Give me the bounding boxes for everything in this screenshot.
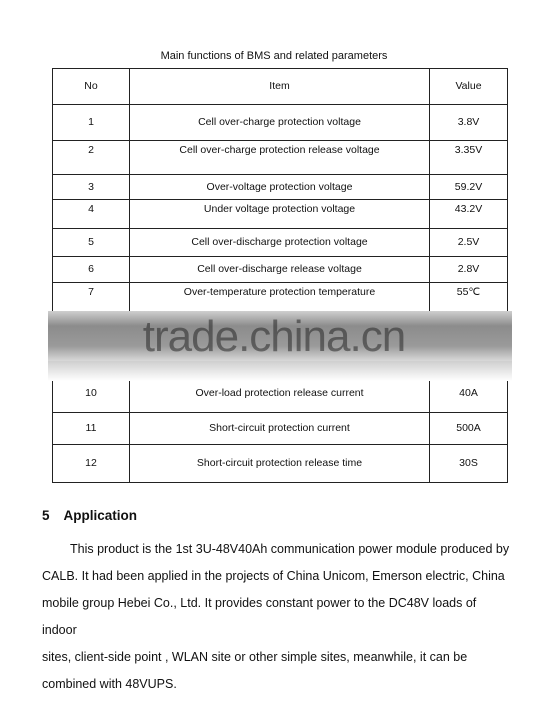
paragraph-line: This product is the 1st 3U-48V40Ah communication power module produced by: [70, 542, 510, 556]
row-item: Cell over-discharge release voltage: [130, 256, 430, 282]
row-value: 40A: [430, 374, 508, 412]
row-item: Over-temperature protection temperature: [130, 282, 430, 312]
row-item: Over-load protection release current: [130, 374, 430, 412]
table-row: [52, 444, 508, 483]
row-item: Under voltage protection voltage: [130, 199, 430, 228]
row-no: 1: [52, 104, 130, 140]
row-item: Over-voltage protection voltage: [130, 174, 430, 199]
row-value: 2.5V: [430, 228, 508, 256]
row-item: Cell over-discharge protection voltage: [130, 228, 430, 256]
table-row: [52, 140, 508, 175]
row-no: 11: [52, 412, 130, 444]
row-no: 2: [52, 140, 130, 174]
table-row: [52, 412, 508, 445]
row-value: 500A: [430, 412, 508, 444]
row-no: 12: [52, 444, 130, 482]
row-item: Cell over-charge protection voltage: [130, 104, 430, 140]
row-item: Cell over-charge protection release voltage: [130, 140, 430, 174]
row-value: 55℃: [430, 282, 508, 312]
row-value: 30S: [430, 444, 508, 482]
table-row: [52, 174, 508, 200]
application-paragraph: [42, 536, 512, 698]
paragraph-line: sites, client-side point , WLAN site or other simple sites, meanwhile, it can be: [42, 650, 468, 664]
paragraph-line: mobile group Hebei Co., Ltd. It provides constant power to the DC48V loads of indoor: [42, 596, 477, 637]
row-no: 6: [52, 256, 130, 282]
watermark-text: trade.china.cn: [142, 312, 406, 361]
header-no: No: [52, 68, 130, 104]
row-no: 4: [52, 199, 130, 228]
row-no: 10: [52, 374, 130, 412]
section-number: 5: [42, 508, 50, 523]
table-row: [52, 199, 508, 229]
table-row: [52, 256, 508, 283]
section-title: Application: [63, 508, 138, 523]
table-header-row: [52, 68, 508, 105]
header-value: Value: [430, 68, 508, 104]
table-row: [52, 228, 508, 257]
watermark-band-fade: [48, 361, 512, 381]
bms-parameters-table: [52, 68, 508, 482]
paragraph-line: CALB. It had been applied in the projects of China Unicom, Emerson electric, China: [42, 569, 505, 583]
table-row: [52, 104, 508, 141]
row-no: 3: [52, 174, 130, 199]
row-item: Short-circuit protection current: [130, 412, 430, 444]
row-value: 59.2V: [430, 174, 508, 199]
row-no: 7: [52, 282, 130, 312]
table-row: [52, 282, 508, 313]
row-value: 3.8V: [430, 104, 508, 140]
row-value: 3.35V: [430, 140, 508, 174]
row-no: 5: [52, 228, 130, 256]
row-value: 43.2V: [430, 199, 508, 228]
row-item: Short-circuit protection release time: [130, 444, 430, 482]
section-heading: [42, 508, 137, 523]
row-value: 2.8V: [430, 256, 508, 282]
table-caption: Main functions of BMS and related parameters: [160, 50, 388, 62]
paragraph-line: combined with 48VUPS.: [42, 677, 177, 691]
header-item: Item: [130, 68, 430, 104]
